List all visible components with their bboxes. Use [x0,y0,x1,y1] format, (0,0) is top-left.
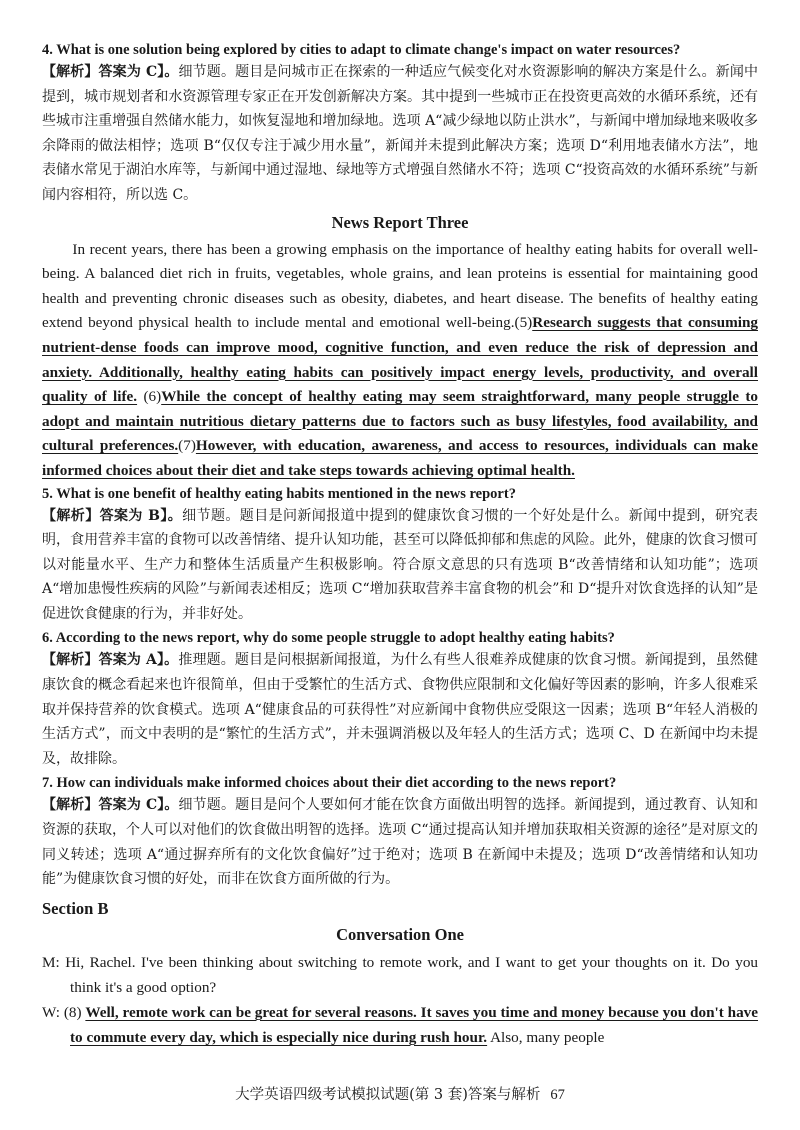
analysis-4 [42,60,758,208]
speaker-w: W: [42,1003,60,1021]
page-footer [0,1083,800,1104]
dialogue-line-w [42,1000,758,1050]
question-7: 7. How can individuals make informed choices about their diet according to the news report? [42,775,617,792]
marker-6: (6) [143,388,162,406]
marker-5: (5) [514,314,533,332]
analysis-6 [42,648,758,771]
analysis-7 [42,793,758,891]
analysis-text: 推理题。题目是问根据新闻报道，为什么有些人很难养成健康的饮食习惯。新闻提到，虽然健康饮食的概念看起来也许很简单，但由于受繁忙的生活方式、食物供应限制和文化偏好等因素的影响，许多人很难采取并保持营养的饮食模式。选项 A“健康食品的可获得性”对应新闻中食物供应受限这一因素；选项 B“年轻人消极的生活方式”，而文中表明的是“繁忙的生活方式”，并未强调消极以及年轻人的生活方式；选项 C、D 在新闻中均未提及，故排除。 [42,652,758,767]
conversation-one-heading: Conversation One [336,924,464,944]
answer-tag: 【解析】答案为 B】。 [42,507,183,524]
underlined-sentence-6: While the concept of healthy eating may seem straightforward, many people struggle to adopt and maintain nutritious dietary patterns due to factors such as busy lifestyles, food availability, and cultural preferences. [42,388,759,455]
dialogue-line-m [42,950,758,1000]
marker-7: (7) [178,437,196,455]
analysis-text: 细节题。题目是问城市正在探索的一种适应气候变化对水资源影响的解决方案是什么。新闻中提到，城市规划者和水资源管理专家正在开发创新解决方案。其中提到一些城市正在投资更高效的水循环系统，还有些城市注重增强自然储水能力，如恢复湿地和增加绿地。选项 A“减少绿地以防止洪水”，与新闻中增加绿地来吸收多余降雨的做法相悖；选项 B“仅仅专注于减少用水量”，新闻并未提到此解决方案；选项 D“利用地表储水方法”，地表储水常见于湖泊水库等，与新闻中通过湿地、绿地等方式增强自然储水不符；选项 C“投资高效的水循环系统”与新闻内容相符，所以选 C。 [42,64,758,203]
page-number: 67 [550,1087,565,1103]
footer-title: 大学英语四级考试模拟试题(第 3 套)答案与解析 [235,1087,541,1103]
marker-8: (8) [63,1003,82,1021]
answer-tag: 【解析】答案为 C】。 [42,797,179,814]
answer-tag: 【解析】答案为 A】。 [42,652,179,669]
underlined-sentence-8: Well, remote work can be great for several reasons. It saves you time and money because you don't have to commute every day, which is especially nice during rush hour. [70,1003,759,1046]
section-b-heading: Section B [42,898,109,918]
answer-tag: 【解析】答案为 C】。 [42,64,179,80]
analysis-5 [42,504,758,627]
question-6: 6. According to the news report, why do some people struggle to adopt healthy eating habits? [42,630,615,647]
question-4: 4. What is one solution being explored by cities to adapt to climate change's impact on water resources? [42,42,681,58]
analysis-text: 细节题。题目是问个人要如何才能在饮食方面做出明智的选择。新闻提到，通过教育、认知和资源的获取，个人可以对他们的饮食做出明智的选择。选项 C“通过提高认知并增加获取相关资源的途径”是对原文的同义转述；选项 A“通过摒弃所有的文化饮食偏好”过于绝对；选项 B 在新闻中未提及；选项 D“改善情绪和认知功能”为健康饮食习惯的好处，而非在饮食方面所做的行为。 [42,797,758,888]
underlined-sentence-7: However, with education, awareness, and access to resources, individuals can make informed choices about their diet and take steps towards achieving optimal health. [42,437,758,479]
underlined-sentence-5: Research suggests that consuming nutrient-dense foods can improve mood, cognitive function, and even reduce the risk of depression and anxiety. Additionally, healthy eating habits can positively impact energy levels, productivity, and overall quality of life. [42,314,758,406]
dialogue-text: Hi, Rachel. I've been thinking about switching to remote work, and I want to get your thoughts on it. Do you think it's a good option? [65,953,759,996]
dialogue-text: Also, many people [487,1028,605,1046]
passage-intro: In recent years, there has been a growing emphasis on the importance of healthy eating habits for overall well-being. A balanced diet rich in fruits, vegetables, whole grains, and lean proteins is essential for maintaining good health and preventing chronic diseases such as obesity, diabetes, and heart disease. The benefits of healthy eating extend beyond physical health to include mental and emotional well-being. [42,240,758,332]
analysis-text: 细节题。题目是问新闻报道中提到的健康饮食习惯的一个好处是什么。新闻中提到，研究表明，食用营养丰富的食物可以改善情绪、提升认知功能，甚至可以降低抑郁和焦虑的风险。此外，健康的饮食习惯可以对能量水平、生产力和整体生活质量产生积极影响。符合原文意思的只有选项 B“改善情绪和认知功能”；选项 A“增加患慢性疾病的风险”与新闻表述相反；选项 C“增加获取营养丰富食物的机会”和 D“提升对饮食选择的认知”是促进饮食健康的行为，并非好处。 [42,507,758,622]
speaker-m: M: [42,953,60,971]
news-report-three-heading: News Report Three [331,212,469,232]
news-report-three-passage [42,238,758,484]
question-5: 5. What is one benefit of healthy eating habits mentioned in the news report? [42,485,516,502]
